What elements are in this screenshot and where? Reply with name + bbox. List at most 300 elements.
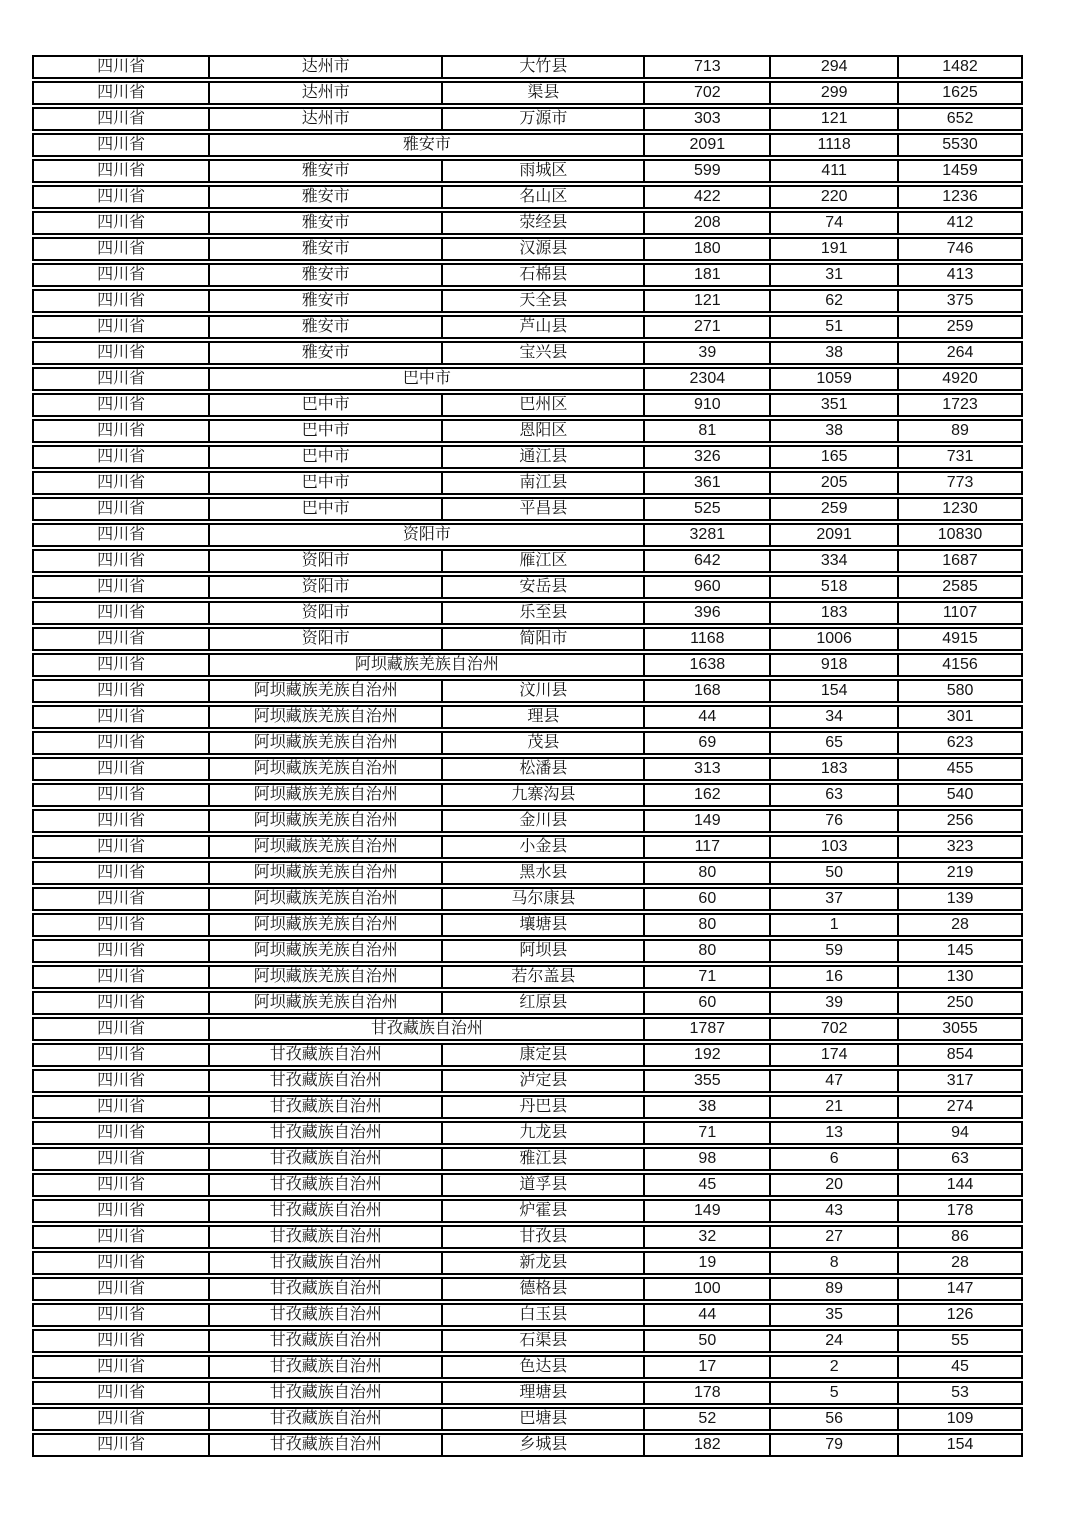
province-cell: 四川省	[32, 1277, 210, 1301]
city-cell: 雅安市	[210, 263, 443, 287]
value-cell-3: 4156	[899, 653, 1023, 677]
value-cell-3: 144	[899, 1173, 1023, 1197]
value-cell-2: 43	[771, 1199, 899, 1223]
province-cell: 四川省	[32, 81, 210, 105]
value-cell-1: 17	[645, 1355, 771, 1379]
county-cell: 石棉县	[443, 263, 645, 287]
value-cell-3: 109	[899, 1407, 1023, 1431]
province-cell: 四川省	[32, 575, 210, 599]
value-cell-2: 74	[771, 211, 899, 235]
value-cell-3: 45	[899, 1355, 1023, 1379]
county-cell: 小金县	[443, 835, 645, 859]
county-cell: 巴塘县	[443, 1407, 645, 1431]
table-row	[32, 809, 1023, 833]
county-cell: 天全县	[443, 289, 645, 313]
value-cell-2: 518	[771, 575, 899, 599]
province-cell: 四川省	[32, 341, 210, 365]
value-cell-2: 16	[771, 965, 899, 989]
table-row	[32, 263, 1023, 287]
value-cell-3: 147	[899, 1277, 1023, 1301]
city-summary-cell: 巴中市	[210, 367, 645, 391]
table-row	[32, 419, 1023, 443]
value-cell-3: 63	[899, 1147, 1023, 1171]
value-cell-1: 100	[645, 1277, 771, 1301]
value-cell-2: 1059	[771, 367, 899, 391]
city-cell: 雅安市	[210, 185, 443, 209]
city-cell: 甘孜藏族自治州	[210, 1225, 443, 1249]
province-cell: 四川省	[32, 1147, 210, 1171]
value-cell-3: 53	[899, 1381, 1023, 1405]
value-cell-3: 323	[899, 835, 1023, 859]
city-cell: 巴中市	[210, 393, 443, 417]
value-cell-3: 317	[899, 1069, 1023, 1093]
value-cell-1: 192	[645, 1043, 771, 1067]
city-cell: 甘孜藏族自治州	[210, 1069, 443, 1093]
value-cell-3: 412	[899, 211, 1023, 235]
province-cell: 四川省	[32, 1303, 210, 1327]
province-cell: 四川省	[32, 419, 210, 443]
table-row	[32, 1173, 1023, 1197]
value-cell-2: 205	[771, 471, 899, 495]
province-cell: 四川省	[32, 185, 210, 209]
value-cell-1: 525	[645, 497, 771, 521]
value-cell-2: 1	[771, 913, 899, 937]
province-cell: 四川省	[32, 211, 210, 235]
value-cell-3: 1687	[899, 549, 1023, 573]
value-cell-3: 274	[899, 1095, 1023, 1119]
value-cell-1: 271	[645, 315, 771, 339]
value-cell-1: 599	[645, 159, 771, 183]
value-cell-1: 180	[645, 237, 771, 261]
value-cell-3: 219	[899, 861, 1023, 885]
province-cell: 四川省	[32, 367, 210, 391]
county-cell: 雅江县	[443, 1147, 645, 1171]
province-cell: 四川省	[32, 1329, 210, 1353]
county-cell: 甘孜县	[443, 1225, 645, 1249]
value-cell-1: 44	[645, 1303, 771, 1327]
value-cell-2: 334	[771, 549, 899, 573]
value-cell-1: 1787	[645, 1017, 771, 1041]
city-cell: 雅安市	[210, 211, 443, 235]
value-cell-1: 149	[645, 1199, 771, 1223]
value-cell-1: 168	[645, 679, 771, 703]
table-row	[32, 1121, 1023, 1145]
table-row	[32, 1147, 1023, 1171]
value-cell-1: 81	[645, 419, 771, 443]
table-row-summary	[32, 1017, 1023, 1041]
city-cell: 阿坝藏族羌族自治州	[210, 757, 443, 781]
table-row	[32, 445, 1023, 469]
value-cell-2: 35	[771, 1303, 899, 1327]
province-cell: 四川省	[32, 1381, 210, 1405]
value-cell-1: 3281	[645, 523, 771, 547]
table-row	[32, 1303, 1023, 1327]
city-cell: 甘孜藏族自治州	[210, 1407, 443, 1431]
value-cell-3: 1230	[899, 497, 1023, 521]
table-row	[32, 393, 1023, 417]
value-cell-2: 183	[771, 601, 899, 625]
value-cell-2: 13	[771, 1121, 899, 1145]
value-cell-3: 540	[899, 783, 1023, 807]
value-cell-1: 2304	[645, 367, 771, 391]
value-cell-2: 21	[771, 1095, 899, 1119]
value-cell-1: 355	[645, 1069, 771, 1093]
table-row	[32, 861, 1023, 885]
city-cell: 阿坝藏族羌族自治州	[210, 913, 443, 937]
value-cell-2: 63	[771, 783, 899, 807]
value-cell-2: 51	[771, 315, 899, 339]
value-cell-2: 37	[771, 887, 899, 911]
table-row	[32, 705, 1023, 729]
value-cell-2: 62	[771, 289, 899, 313]
value-cell-2: 294	[771, 55, 899, 79]
value-cell-3: 4920	[899, 367, 1023, 391]
value-cell-3: 580	[899, 679, 1023, 703]
province-cell: 四川省	[32, 1407, 210, 1431]
table-row	[32, 185, 1023, 209]
city-cell: 甘孜藏族自治州	[210, 1121, 443, 1145]
value-cell-2: 220	[771, 185, 899, 209]
value-cell-1: 326	[645, 445, 771, 469]
value-cell-2: 1118	[771, 133, 899, 157]
county-cell: 红原县	[443, 991, 645, 1015]
table-row	[32, 575, 1023, 599]
value-cell-1: 303	[645, 107, 771, 131]
value-cell-3: 264	[899, 341, 1023, 365]
city-cell: 达州市	[210, 81, 443, 105]
province-cell: 四川省	[32, 1017, 210, 1041]
value-cell-3: 55	[899, 1329, 1023, 1353]
value-cell-2: 174	[771, 1043, 899, 1067]
value-cell-1: 910	[645, 393, 771, 417]
table-row	[32, 81, 1023, 105]
county-cell: 德格县	[443, 1277, 645, 1301]
county-cell: 宝兴县	[443, 341, 645, 365]
province-cell: 四川省	[32, 1121, 210, 1145]
value-cell-2: 38	[771, 341, 899, 365]
province-cell: 四川省	[32, 315, 210, 339]
value-cell-2: 59	[771, 939, 899, 963]
province-cell: 四川省	[32, 549, 210, 573]
value-cell-2: 39	[771, 991, 899, 1015]
value-cell-1: 1638	[645, 653, 771, 677]
province-cell: 四川省	[32, 679, 210, 703]
value-cell-3: 1236	[899, 185, 1023, 209]
county-cell: 道孚县	[443, 1173, 645, 1197]
city-cell: 甘孜藏族自治州	[210, 1251, 443, 1275]
value-cell-1: 60	[645, 887, 771, 911]
table-row	[32, 1329, 1023, 1353]
value-cell-1: 121	[645, 289, 771, 313]
province-cell: 四川省	[32, 263, 210, 287]
province-cell: 四川省	[32, 1043, 210, 1067]
value-cell-2: 1006	[771, 627, 899, 651]
value-cell-2: 89	[771, 1277, 899, 1301]
county-cell: 汉源县	[443, 237, 645, 261]
table-row	[32, 1381, 1023, 1405]
value-cell-1: 1168	[645, 627, 771, 651]
province-cell: 四川省	[32, 861, 210, 885]
province-cell: 四川省	[32, 523, 210, 547]
table-row	[32, 497, 1023, 521]
county-cell: 炉霍县	[443, 1199, 645, 1223]
province-cell: 四川省	[32, 835, 210, 859]
value-cell-2: 918	[771, 653, 899, 677]
province-cell: 四川省	[32, 1095, 210, 1119]
county-cell: 通江县	[443, 445, 645, 469]
province-cell: 四川省	[32, 1173, 210, 1197]
value-cell-3: 1107	[899, 601, 1023, 625]
value-cell-1: 149	[645, 809, 771, 833]
county-cell: 安岳县	[443, 575, 645, 599]
value-cell-1: 38	[645, 1095, 771, 1119]
county-cell: 石渠县	[443, 1329, 645, 1353]
value-cell-3: 1723	[899, 393, 1023, 417]
value-cell-1: 39	[645, 341, 771, 365]
city-cell: 资阳市	[210, 601, 443, 625]
value-cell-1: 71	[645, 965, 771, 989]
table-row-summary	[32, 653, 1023, 677]
table-row	[32, 1043, 1023, 1067]
value-cell-1: 422	[645, 185, 771, 209]
city-cell: 阿坝藏族羌族自治州	[210, 679, 443, 703]
province-cell: 四川省	[32, 55, 210, 79]
county-cell: 雨城区	[443, 159, 645, 183]
county-cell: 乡城县	[443, 1433, 645, 1457]
county-cell: 阿坝县	[443, 939, 645, 963]
city-cell: 雅安市	[210, 159, 443, 183]
value-cell-2: 351	[771, 393, 899, 417]
table-row	[32, 1407, 1023, 1431]
value-cell-2: 50	[771, 861, 899, 885]
province-cell: 四川省	[32, 497, 210, 521]
county-cell: 雁江区	[443, 549, 645, 573]
value-cell-2: 183	[771, 757, 899, 781]
county-cell: 马尔康县	[443, 887, 645, 911]
city-cell: 阿坝藏族羌族自治州	[210, 705, 443, 729]
county-cell: 九龙县	[443, 1121, 645, 1145]
county-cell: 松潘县	[443, 757, 645, 781]
value-cell-3: 5530	[899, 133, 1023, 157]
province-cell: 四川省	[32, 653, 210, 677]
city-cell: 阿坝藏族羌族自治州	[210, 991, 443, 1015]
city-cell: 甘孜藏族自治州	[210, 1433, 443, 1457]
province-cell: 四川省	[32, 1433, 210, 1457]
city-cell: 资阳市	[210, 575, 443, 599]
province-cell: 四川省	[32, 159, 210, 183]
table-row	[32, 757, 1023, 781]
province-cell: 四川省	[32, 471, 210, 495]
city-summary-cell: 雅安市	[210, 133, 645, 157]
table-row	[32, 315, 1023, 339]
province-cell: 四川省	[32, 1225, 210, 1249]
value-cell-2: 20	[771, 1173, 899, 1197]
province-cell: 四川省	[32, 107, 210, 131]
value-cell-1: 80	[645, 861, 771, 885]
province-cell: 四川省	[32, 887, 210, 911]
city-cell: 甘孜藏族自治州	[210, 1147, 443, 1171]
value-cell-3: 130	[899, 965, 1023, 989]
value-cell-3: 10830	[899, 523, 1023, 547]
province-cell: 四川省	[32, 783, 210, 807]
value-cell-3: 178	[899, 1199, 1023, 1223]
city-cell: 巴中市	[210, 471, 443, 495]
value-cell-3: 731	[899, 445, 1023, 469]
value-cell-2: 121	[771, 107, 899, 131]
value-cell-3: 3055	[899, 1017, 1023, 1041]
city-cell: 阿坝藏族羌族自治州	[210, 939, 443, 963]
city-cell: 资阳市	[210, 627, 443, 651]
table-row	[32, 341, 1023, 365]
value-cell-1: 80	[645, 939, 771, 963]
city-cell: 阿坝藏族羌族自治州	[210, 887, 443, 911]
value-cell-3: 256	[899, 809, 1023, 833]
value-cell-1: 178	[645, 1381, 771, 1405]
city-cell: 阿坝藏族羌族自治州	[210, 783, 443, 807]
city-cell: 阿坝藏族羌族自治州	[210, 809, 443, 833]
value-cell-2: 47	[771, 1069, 899, 1093]
county-cell: 丹巴县	[443, 1095, 645, 1119]
table-row	[32, 471, 1023, 495]
value-cell-3: 94	[899, 1121, 1023, 1145]
value-cell-1: 162	[645, 783, 771, 807]
value-cell-3: 86	[899, 1225, 1023, 1249]
value-cell-2: 2	[771, 1355, 899, 1379]
statistics-table	[32, 53, 1023, 1459]
table-row	[32, 211, 1023, 235]
province-cell: 四川省	[32, 705, 210, 729]
county-cell: 理县	[443, 705, 645, 729]
province-cell: 四川省	[32, 1199, 210, 1223]
county-cell: 芦山县	[443, 315, 645, 339]
value-cell-1: 361	[645, 471, 771, 495]
value-cell-2: 5	[771, 1381, 899, 1405]
county-cell: 理塘县	[443, 1381, 645, 1405]
value-cell-1: 19	[645, 1251, 771, 1275]
value-cell-1: 702	[645, 81, 771, 105]
province-cell: 四川省	[32, 1355, 210, 1379]
table-row	[32, 1355, 1023, 1379]
county-cell: 万源市	[443, 107, 645, 131]
province-cell: 四川省	[32, 939, 210, 963]
value-cell-3: 89	[899, 419, 1023, 443]
province-cell: 四川省	[32, 237, 210, 261]
county-cell: 汶川县	[443, 679, 645, 703]
table-row	[32, 939, 1023, 963]
city-cell: 甘孜藏族自治州	[210, 1199, 443, 1223]
city-cell: 巴中市	[210, 419, 443, 443]
county-cell: 渠县	[443, 81, 645, 105]
table-row	[32, 159, 1023, 183]
county-cell: 大竹县	[443, 55, 645, 79]
city-cell: 达州市	[210, 107, 443, 131]
city-cell: 雅安市	[210, 237, 443, 261]
table-row	[32, 1199, 1023, 1223]
province-cell: 四川省	[32, 289, 210, 313]
table-row	[32, 835, 1023, 859]
county-cell: 金川县	[443, 809, 645, 833]
county-cell: 乐至县	[443, 601, 645, 625]
table-row	[32, 627, 1023, 651]
table-row	[32, 237, 1023, 261]
table-row	[32, 1433, 1023, 1457]
county-cell: 茂县	[443, 731, 645, 755]
table-row	[32, 549, 1023, 573]
table-row	[32, 965, 1023, 989]
value-cell-2: 79	[771, 1433, 899, 1457]
table-row	[32, 1251, 1023, 1275]
table-row-summary	[32, 133, 1023, 157]
value-cell-3: 154	[899, 1433, 1023, 1457]
value-cell-2: 103	[771, 835, 899, 859]
value-cell-3: 145	[899, 939, 1023, 963]
county-cell: 康定县	[443, 1043, 645, 1067]
county-cell: 泸定县	[443, 1069, 645, 1093]
value-cell-2: 27	[771, 1225, 899, 1249]
value-cell-2: 65	[771, 731, 899, 755]
province-cell: 四川省	[32, 445, 210, 469]
value-cell-2: 2091	[771, 523, 899, 547]
table-row	[32, 1069, 1023, 1093]
value-cell-1: 80	[645, 913, 771, 937]
city-cell: 甘孜藏族自治州	[210, 1381, 443, 1405]
city-cell: 甘孜藏族自治州	[210, 1303, 443, 1327]
province-cell: 四川省	[32, 393, 210, 417]
value-cell-2: 8	[771, 1251, 899, 1275]
province-cell: 四川省	[32, 757, 210, 781]
value-cell-2: 34	[771, 705, 899, 729]
county-cell: 荥经县	[443, 211, 645, 235]
value-cell-1: 117	[645, 835, 771, 859]
city-cell: 雅安市	[210, 289, 443, 313]
city-cell: 甘孜藏族自治州	[210, 1173, 443, 1197]
table-row	[32, 289, 1023, 313]
province-cell: 四川省	[32, 1251, 210, 1275]
province-cell: 四川省	[32, 913, 210, 937]
table-row	[32, 887, 1023, 911]
county-cell: 新龙县	[443, 1251, 645, 1275]
value-cell-1: 396	[645, 601, 771, 625]
county-cell: 壤塘县	[443, 913, 645, 937]
table-row-summary	[32, 367, 1023, 391]
city-summary-cell: 资阳市	[210, 523, 645, 547]
city-cell: 巴中市	[210, 497, 443, 521]
table-row	[32, 679, 1023, 703]
value-cell-3: 455	[899, 757, 1023, 781]
value-cell-1: 60	[645, 991, 771, 1015]
table-row	[32, 107, 1023, 131]
value-cell-3: 773	[899, 471, 1023, 495]
value-cell-1: 45	[645, 1173, 771, 1197]
value-cell-3: 413	[899, 263, 1023, 287]
value-cell-2: 24	[771, 1329, 899, 1353]
city-cell: 雅安市	[210, 341, 443, 365]
value-cell-2: 702	[771, 1017, 899, 1041]
province-cell: 四川省	[32, 991, 210, 1015]
city-cell: 甘孜藏族自治州	[210, 1277, 443, 1301]
value-cell-3: 259	[899, 315, 1023, 339]
county-cell: 色达县	[443, 1355, 645, 1379]
value-cell-1: 71	[645, 1121, 771, 1145]
value-cell-2: 56	[771, 1407, 899, 1431]
county-cell: 黑水县	[443, 861, 645, 885]
county-cell: 南江县	[443, 471, 645, 495]
value-cell-1: 313	[645, 757, 771, 781]
city-cell: 阿坝藏族羌族自治州	[210, 965, 443, 989]
county-cell: 恩阳区	[443, 419, 645, 443]
table-row	[32, 1225, 1023, 1249]
table-row	[32, 55, 1023, 79]
